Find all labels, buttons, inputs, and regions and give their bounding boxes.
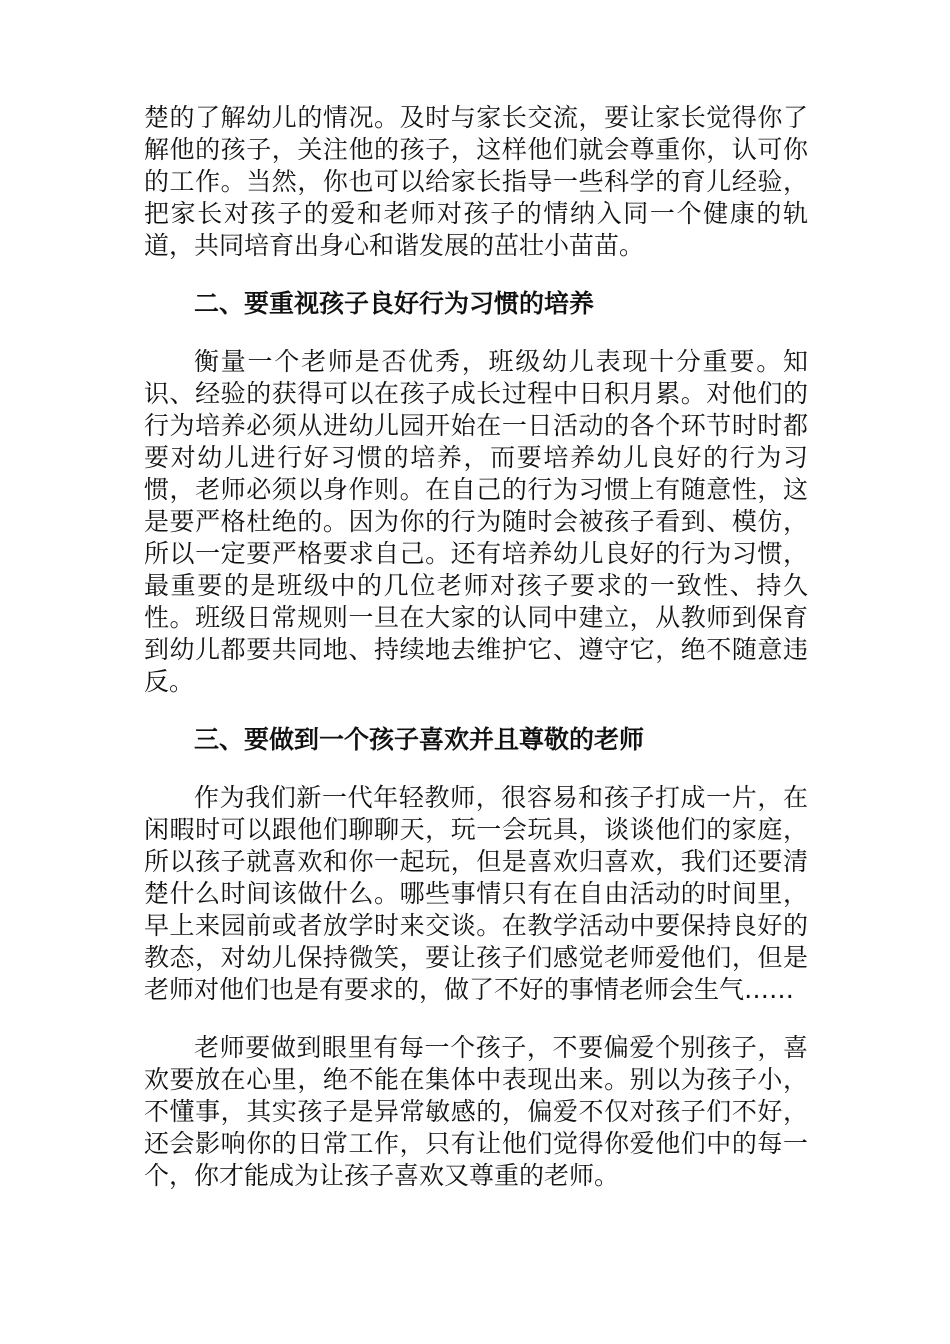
paragraph-section-3b: 老师要做到眼里有每一个孩子，不要偏爱个别孩子，喜欢要放在心里，绝不能在集体中表现出来。别以为孩子小，不懂事，其实孩子是异常敏感的，偏爱不仅对孩子们不好，还会影响你的日常工作，只有让他们觉得你爱他们中的每一个，你才能成为让孩子喜欢又尊重的老师。 — [144, 1033, 808, 1190]
section-heading-2: 二、要重视孩子良好行为习惯的培养 — [194, 289, 595, 318]
paragraph-continuation: 楚的了解幼儿的情况。及时与家长交流，要让家长觉得你了解他的孩子，关注他的孩子，这样他们就会尊重你，认可你的工作。当然，你也可以给家长指导一些科学的育儿经验，把家长对孩子的爱和老师对孩子的情纳入同一个健康的轨道，共同培育出身心和谐发展的茁壮小苗苗。 — [144, 103, 808, 260]
paragraph-section-2: 衡量一个老师是否优秀，班级幼儿表现十分重要。知识、经验的获得可以在孩子成长过程中日积月累。对他们的行为培养必须从进幼儿园开始在一日活动的各个环节时时都要对幼儿进行好习惯的培养，而要培养幼儿良好的行为习惯，老师必须以身作则。在自己的行为习惯上有随意性，这是要严格杜绝的。因为你的行为随时会被孩子看到、模仿，所以一定要严格要求自己。还有培养幼儿良好的行为习惯，最重要的是班级中的几位老师对孩子要求的一致性、持久性。班级日常规则一旦在大家的认同中建立，从教师到保育到幼儿都要共同地、持续地去维护它、遵守它，绝不随意违反。 — [144, 347, 808, 696]
document-page — [144, 102, 808, 1192]
section-heading-3: 三、要做到一个孩子喜欢并且尊敬的老师 — [194, 725, 645, 754]
paragraph-section-3a: 作为我们新一代年轻教师，很容易和孩子打成一片，在闲暇时可以跟他们聊聊天，玩一会玩具，谈谈他们的家庭，所以孩子就喜欢和你一起玩，但是喜欢归喜欢，我们还要清楚什么时间该做什么。哪些事情只有在自由活动的时间里，早上来园前或者放学时来交谈。在教学活动中要保持良好的教态，对幼儿保持微笑，要让孩子们感觉老师爱他们，但是老师对他们也是有要求的，做了不好的事情老师会生气…… — [144, 783, 808, 1004]
